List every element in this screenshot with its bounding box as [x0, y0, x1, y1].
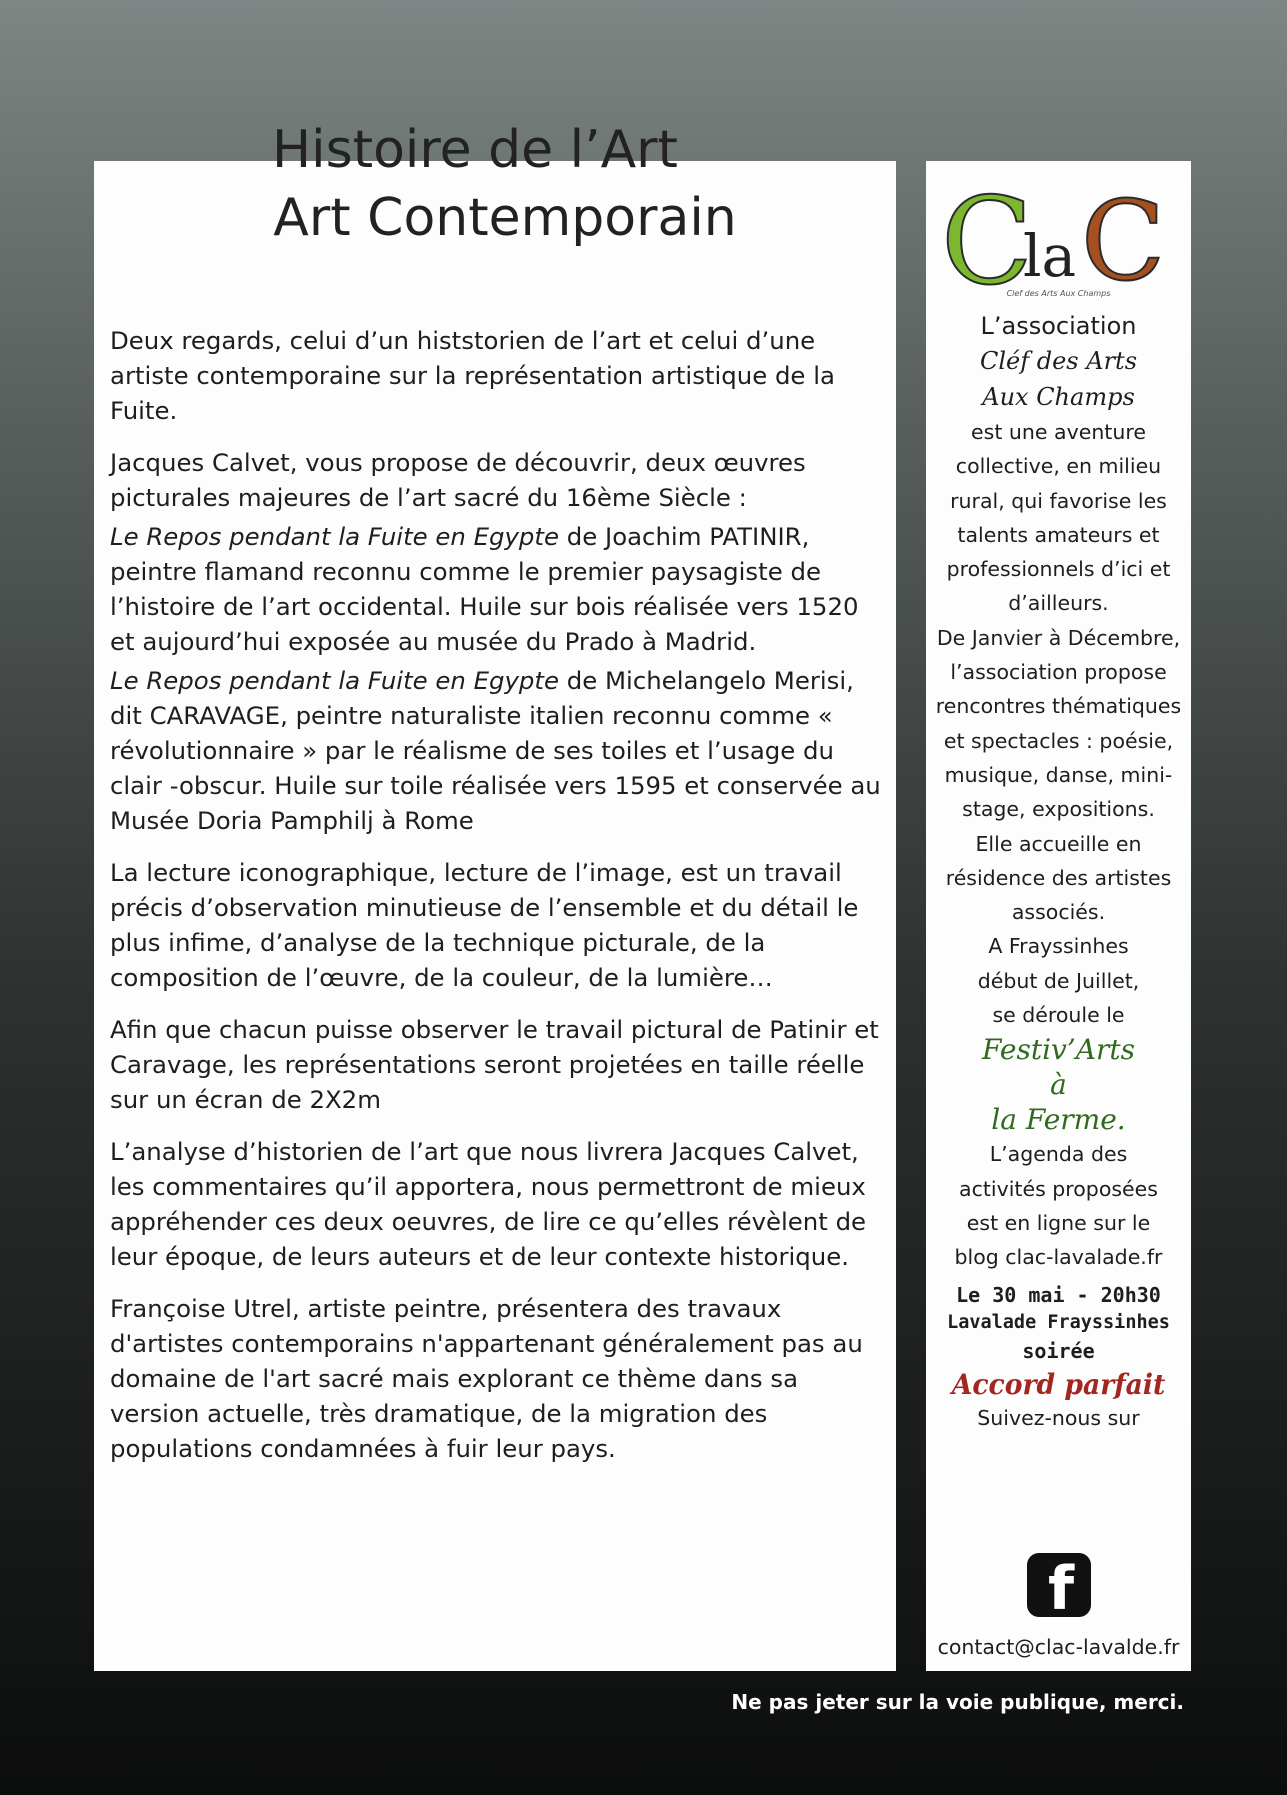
work-caravage: [110, 663, 885, 838]
sidebar-text: [926, 309, 1191, 1431]
page-title: [205, 118, 805, 254]
footer-notice: Ne pas jeter sur la voie publique, merci.: [731, 1690, 1184, 1714]
event-date: Le 30 mai - 20h30: [956, 1282, 1161, 1307]
intro-paragraph: Deux regards, celui d’un histstorien de l’art et celui d’une artiste contemporaine sur la représentation artistique de la Fuite.: [110, 326, 835, 425]
follow-us: Suivez-nous sur: [977, 1405, 1140, 1430]
analysis-paragraph: L’analyse d’historien de l’art que nous livrera Jacques Calvet, les commentaires qu’il apportera, nous permettront de mieux appréhender ces deux oeuvres, de lire ce qu’elles révèlent de leur époque, de leurs auteurs et de leur contexte historique.: [110, 1137, 867, 1271]
work-caravage-desc: de Michelangelo Merisi, dit CARAVAGE, peintre naturaliste italien reconnu comme « révolutionnaire » par le réalisme de ses toiles et l’usage du clair -obscur. Huile sur toile réalisée vers 1595 et conservée au Musée Doria Pamphilj à Rome: [110, 666, 881, 835]
logo-C-right: C: [1081, 177, 1166, 305]
association-description: est une aventure collective, en milieu rural, qui favorise les talents amateurs et professionnels d’ici et d’ailleurs.: [946, 420, 1171, 616]
facebook-glyph: f: [1048, 1554, 1075, 1624]
utrel-paragraph: Françoise Utrel, artiste peintre, présentera des travaux d'artistes contemporains n'appartenant généralement pas au domaine de l'art sacré mais explorant ce thème dans sa version actuelle, très dramatique, de la migration des populations condamnées à fuir leur pays.: [110, 1294, 863, 1463]
logo-C-left: C: [941, 173, 1033, 306]
event-title: Accord parfait: [951, 1367, 1166, 1401]
projection-paragraph: Afin que chacun puisse observer le travail pictural de Patinir et Caravage, les représentations seront projetées en taille réelle sur un écran de 2X2m: [110, 1015, 879, 1114]
association-name-1: Cléf des Arts: [979, 347, 1138, 375]
logo-tagline: Clef des Arts Aux Champs: [1006, 289, 1111, 298]
work-caravage-title: Le Repos pendant la Fuite en Egypte: [110, 666, 559, 695]
event-soiree: soirée: [1022, 1338, 1095, 1363]
event-place: Lavalade Frayssinhes: [947, 1311, 1170, 1333]
title-line-1: Histoire de l’Art: [272, 120, 678, 180]
festival-intro: A Frayssinhes début de Juillet, se déroule le: [977, 934, 1140, 1028]
contact-email[interactable]: contact@clac-lavalde.fr: [937, 1635, 1180, 1659]
association-name-2: Aux Champs: [982, 383, 1135, 411]
residence-description: Elle accueille en résidence des artistes associés.: [945, 831, 1172, 925]
festival-name-1: Festiv’Arts: [982, 1033, 1135, 1067]
association-label: L’association: [980, 312, 1137, 340]
facebook-icon[interactable]: [1027, 1553, 1091, 1624]
logo-la: la: [1023, 222, 1077, 290]
work-patinir-title: Le Repos pendant la Fuite en Egypte: [110, 522, 559, 551]
clac-logo: [941, 171, 1176, 306]
sidebar-panel: [926, 161, 1191, 1671]
title-line-2: Art Contemporain: [273, 188, 737, 248]
agenda-text: L’agenda des activités proposées est en ligne sur le blog clac-lavalade.fr: [954, 1142, 1163, 1270]
festival-name-3: la Ferme.: [991, 1103, 1126, 1137]
iconography-paragraph: La lecture iconographique, lecture de l’image, est un travail précis d’observation minutieuse de l’ensemble et du détail le plus infime, d’analyse de la technique picturale, de la composition de l’œuvre, de la couleur, de la lumière…: [110, 858, 859, 992]
program-description: De Janvier à Décembre, l’association propose rencontres thématiques et spectacles : poésie, musique, danse, mini-stage, expositions.: [935, 625, 1182, 822]
work-patinir-desc: de Joachim PATINIR, peintre flamand reconnu comme le premier paysagiste de l’histoire de l’art occidental. Huile sur bois réalisée vers 1520 et aujourd’hui exposée au musée du Prado à Madrid.: [110, 522, 859, 656]
main-content: [110, 323, 885, 1483]
work-patinir: [110, 519, 885, 659]
festival-name-2: à: [1050, 1068, 1067, 1102]
calvet-paragraph: Jacques Calvet, vous propose de découvrir, deux œuvres picturales majeures de l’art sacré du 16ème Siècle :: [110, 448, 806, 512]
